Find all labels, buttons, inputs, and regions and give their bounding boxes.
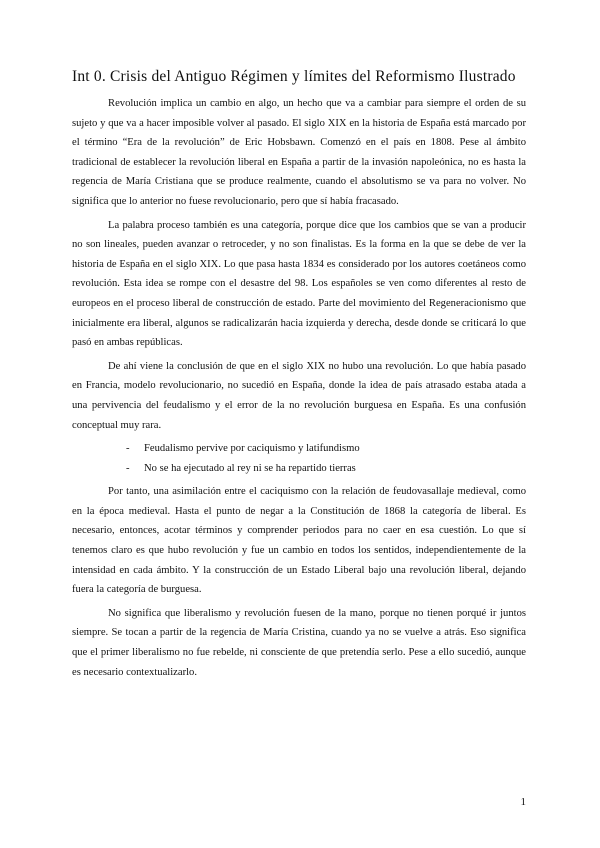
paragraph-3: De ahí viene la conclusión de que en el siglo XIX no hubo una revolución. Lo que había pasado en Francia, modelo revolucionario, no sucedió en España, donde la idea de país atrasado estaba atada a una pervivencia del feudalismo y el error de la no revolución burguesa en España. Es una confusión conceptual muy rara. <box>72 360 526 431</box>
bullet-item: - No se ha ejecutado al rey ni se ha repartido tierras <box>126 459 526 479</box>
paragraph-5: No significa que liberalismo y revolución fuesen de la mano, porque no tienen porqué ir juntos siempre. Se tocan a partir de la regencia de María Cristina, cuando ya no se vuelve a atrás. Eso significa que el primer liberalismo no fue rebelde, ni consciente de que pretendía serlo. Pese a ello sucedió, aunque es necesario contextualizarlo. <box>72 607 526 678</box>
bullet-item: - Feudalismo pervive por caciquismo y latifundismo <box>126 439 526 459</box>
bullet-list <box>72 439 526 478</box>
page-number: 1 <box>520 796 526 808</box>
paragraph-2: La palabra proceso también es una categoría, porque dice que los cambios que se van a producir no son lineales, pueden avanzar o retroceder, y no son finalistas. Es la forma en la que se debe de ver la historia de España en el siglo XIX. Lo que pasa hasta 1834 es considerado por los autores coetáneos como revolución. Esta idea se rompe con el desastre del 98. Los españoles se ven como diferentes al resto de europeos en el proceso liberal de construcción de estado. Parte del movimiento del Regeneracionismo que inicialmente era liberal, algunos se radicalizarán hacia izquierda y derecha, desde donde se criticará lo que pasó en ambas repúblicas. <box>72 219 526 349</box>
document-page <box>72 68 526 686</box>
document-title: Int 0. Crisis del Antiguo Régimen y límites del Reformismo Ilustrado <box>72 68 516 85</box>
paragraph-1: Revolución implica un cambio en algo, un hecho que va a cambiar para siempre el orden de su sujeto y que va a hacer imposible volver al pasado. El siglo XIX en la historia de España está marcado por el término “Era de la revolución” de Eric Hobsbawn. Comenzó en el país en 1808. Pese al ámbito tradicional de establecer la revolución liberal en España a partir de la invasión napoleónica, no es hasta la regencia de María Cristiana que se produce realmente, cuando el absolutismo se va para no volver. No significa que lo anterior no fuese revolucionario, pero que sí había fracasado. <box>72 98 526 207</box>
paragraph-4: Por tanto, una asimilación entre el caciquismo con la relación de feudovasallaje medieval, como en la época medieval. Hasta el punto de negar a la Constitución de 1868 la categoría de liberal. Es necesario, entonces, acotar términos y comprender periodos para no caer en esa cuestión. Lo que sí tenemos claro es que hubo revolución y fue un cambio en todos los sentidos, independientemente de la intensidad en cada ámbito. Y la construcción de un Estado Liberal bajo una revolución liberal, dejando fuera la categoría de burguesa. <box>72 486 526 596</box>
